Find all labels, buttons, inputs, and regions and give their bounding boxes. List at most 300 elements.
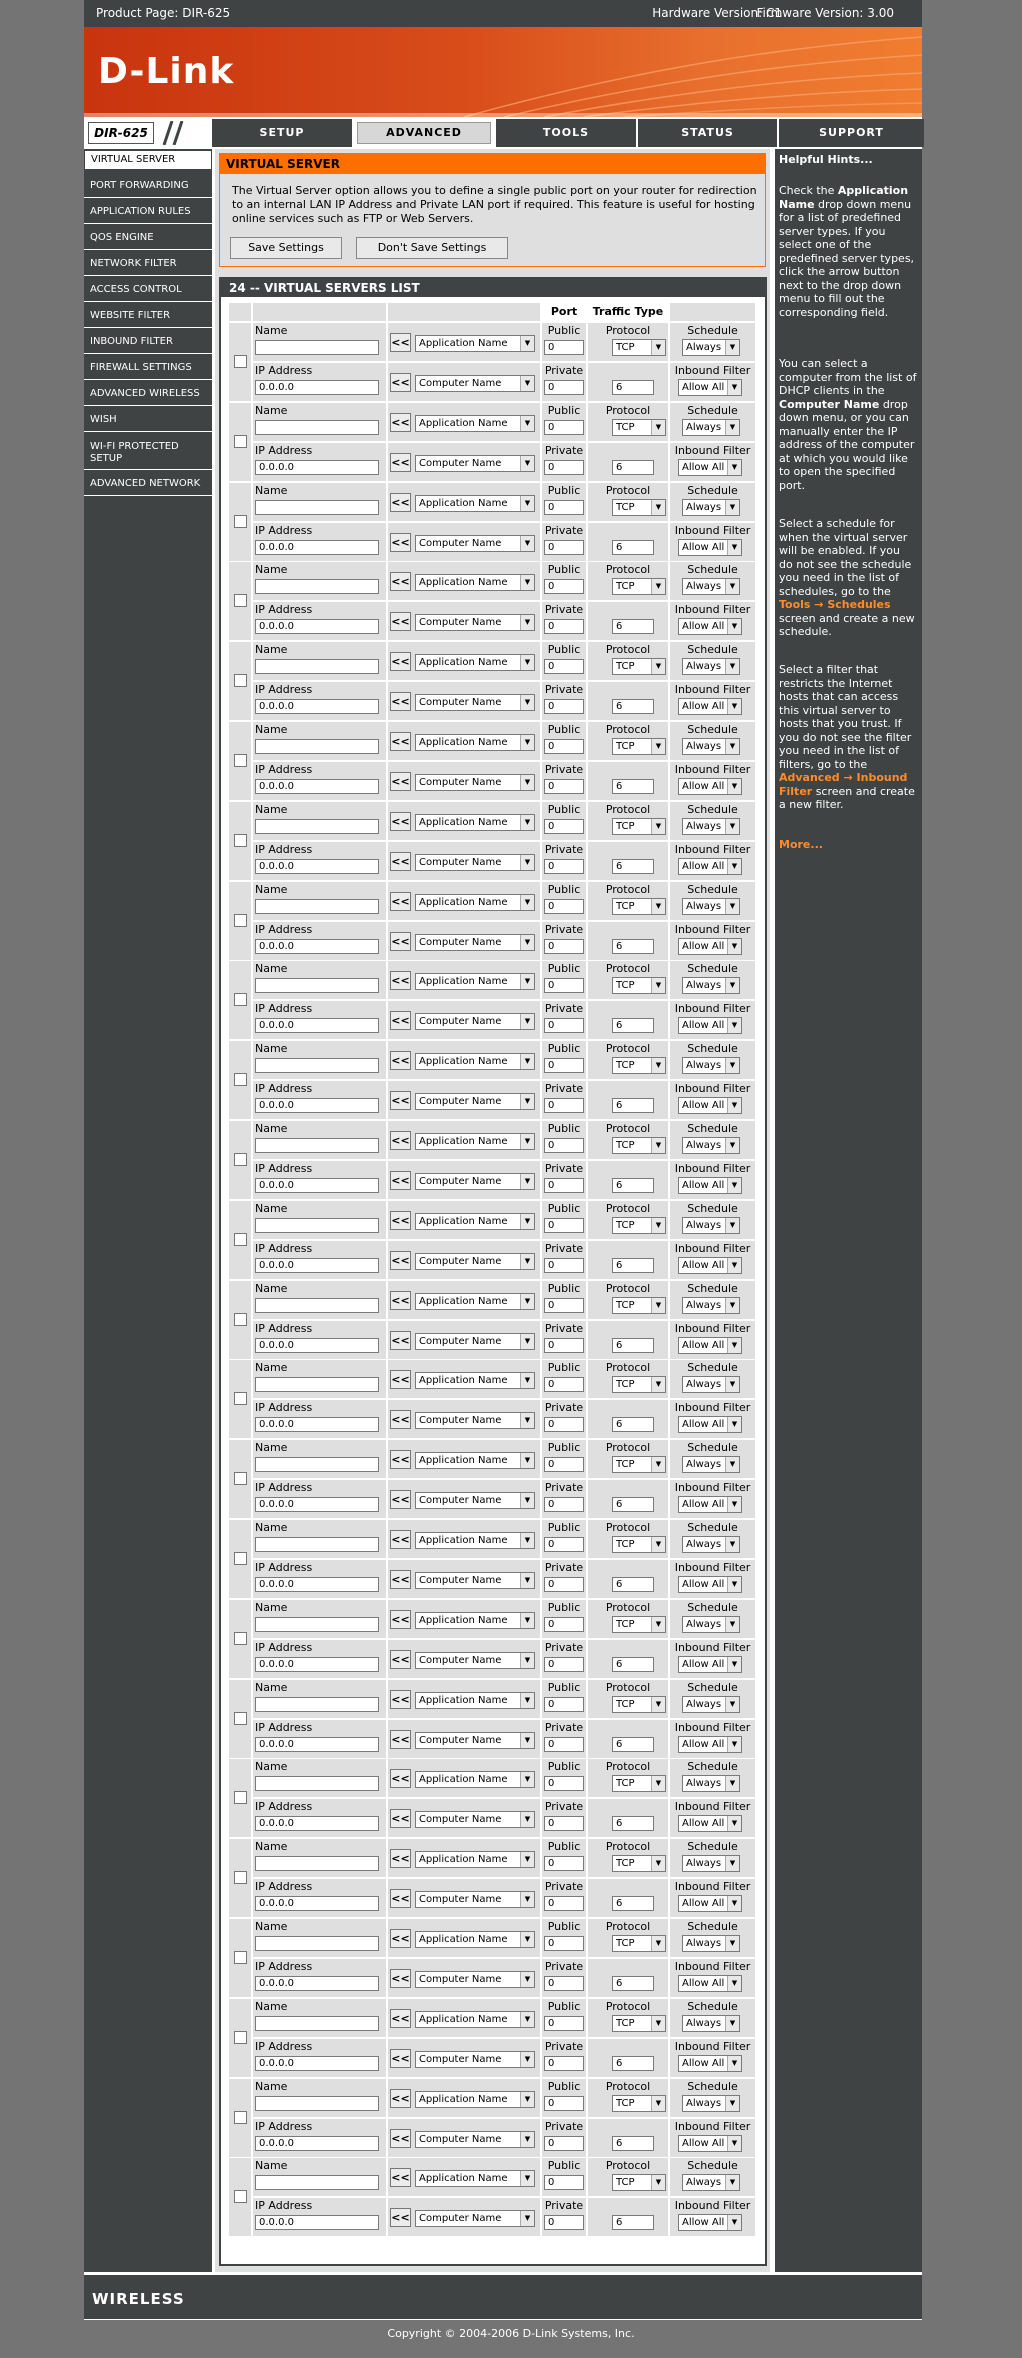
name-input[interactable] [255,739,379,754]
protocol-select[interactable]: TCP ▼ [612,578,666,595]
ip-address-input[interactable]: 0.0.0.0 [255,2136,379,2151]
protocol-select[interactable]: TCP ▼ [612,898,666,915]
computer-fill-arrow-button[interactable]: << [390,1011,411,1030]
row-enable-checkbox[interactable] [234,1073,247,1086]
row-enable-checkbox[interactable] [234,2031,247,2044]
computer-name-select[interactable]: Computer Name ▼ [415,1412,535,1429]
inbound-filter-select[interactable]: Allow All ▼ [678,1815,742,1832]
schedule-select[interactable]: Always ▼ [682,1137,740,1154]
inbound-filter-select[interactable]: Allow All ▼ [678,1895,742,1912]
protocol-select[interactable]: TCP ▼ [612,2174,666,2191]
private-port-input[interactable]: 0 [544,1896,584,1911]
ip-address-input[interactable]: 0.0.0.0 [255,859,379,874]
tab-advanced[interactable] [352,119,494,147]
schedule-select[interactable]: Always ▼ [682,1376,740,1393]
name-input[interactable] [255,1856,379,1871]
row-enable-checkbox[interactable] [234,1392,247,1405]
public-port-input[interactable]: 0 [544,1218,584,1233]
application-name-select[interactable]: Application Name ▼ [415,1532,535,1549]
name-input[interactable] [255,2016,379,2031]
app-fill-arrow-button[interactable]: << [390,493,411,512]
computer-fill-arrow-button[interactable]: << [390,852,411,871]
schedule-select[interactable]: Always ▼ [682,1696,740,1713]
protocol-select[interactable]: TCP ▼ [612,2095,666,2112]
protocol-number-input[interactable]: 6 [612,1896,654,1911]
ip-address-input[interactable]: 0.0.0.0 [255,1657,379,1672]
row-enable-checkbox[interactable] [234,834,247,847]
inbound-filter-select[interactable]: Allow All ▼ [678,1097,742,1114]
ip-address-input[interactable]: 0.0.0.0 [255,380,379,395]
computer-fill-arrow-button[interactable]: << [390,1171,411,1190]
protocol-select[interactable]: TCP ▼ [612,1137,666,1154]
protocol-number-input[interactable]: 6 [612,1178,654,1193]
inbound-filter-select[interactable]: Allow All ▼ [678,1257,742,1274]
computer-fill-arrow-button[interactable]: << [390,1730,411,1749]
protocol-select[interactable]: TCP ▼ [612,1217,666,1234]
row-enable-checkbox[interactable] [234,1313,247,1326]
computer-fill-arrow-button[interactable]: << [390,533,411,552]
app-fill-arrow-button[interactable]: << [390,2089,411,2108]
inbound-filter-select[interactable]: Allow All ▼ [678,1177,742,1194]
private-port-input[interactable]: 0 [544,1258,584,1273]
ip-address-input[interactable]: 0.0.0.0 [255,1258,379,1273]
inbound-filter-select[interactable]: Allow All ▼ [678,2135,742,2152]
schedule-select[interactable]: Always ▼ [682,1536,740,1553]
inbound-filter-select[interactable]: Allow All ▼ [678,1656,742,1673]
application-name-select[interactable]: Application Name ▼ [415,495,535,512]
inbound-filter-select[interactable]: Allow All ▼ [678,1496,742,1513]
inbound-filter-select[interactable]: Allow All ▼ [678,938,742,955]
menu-network-filter[interactable]: NETWORK FILTER [84,254,212,276]
name-input[interactable] [255,340,379,355]
private-port-input[interactable]: 0 [544,1737,584,1752]
ip-address-input[interactable]: 0.0.0.0 [255,460,379,475]
name-input[interactable] [255,899,379,914]
computer-name-select[interactable]: Computer Name ▼ [415,774,535,791]
computer-name-select[interactable]: Computer Name ▼ [415,694,535,711]
protocol-select[interactable]: TCP ▼ [612,339,666,356]
schedule-select[interactable]: Always ▼ [682,419,740,436]
computer-fill-arrow-button[interactable]: << [390,1809,411,1828]
computer-fill-arrow-button[interactable]: << [390,1570,411,1589]
application-name-select[interactable]: Application Name ▼ [415,1771,535,1788]
protocol-number-input[interactable]: 6 [612,1577,654,1592]
protocol-number-input[interactable]: 6 [612,1497,654,1512]
ip-address-input[interactable]: 0.0.0.0 [255,1497,379,1512]
private-port-input[interactable]: 0 [544,699,584,714]
tab-setup[interactable]: SETUP [210,119,352,147]
schedule-select[interactable]: Always ▼ [682,1616,740,1633]
public-port-input[interactable]: 0 [544,2016,584,2031]
computer-name-select[interactable]: Computer Name ▼ [415,1492,535,1509]
public-port-input[interactable]: 0 [544,899,584,914]
ip-address-input[interactable]: 0.0.0.0 [255,1816,379,1831]
menu-firewall-settings[interactable]: FIREWALL SETTINGS [84,358,212,380]
application-name-select[interactable]: Application Name ▼ [415,734,535,751]
public-port-input[interactable]: 0 [544,819,584,834]
schedule-select[interactable]: Always ▼ [682,1297,740,1314]
private-port-input[interactable]: 0 [544,1577,584,1592]
computer-fill-arrow-button[interactable]: << [390,1331,411,1350]
advanced-inbound-filter-link[interactable]: Advanced → Inbound Filter [779,771,908,798]
computer-name-select[interactable]: Computer Name ▼ [415,1013,535,1030]
menu-virtual-server[interactable]: VIRTUAL SERVER [84,150,212,170]
row-enable-checkbox[interactable] [234,1552,247,1565]
row-enable-checkbox[interactable] [234,674,247,687]
computer-fill-arrow-button[interactable]: << [390,1410,411,1429]
private-port-input[interactable]: 0 [544,859,584,874]
protocol-select[interactable]: TCP ▼ [612,658,666,675]
computer-name-select[interactable]: Computer Name ▼ [415,455,535,472]
application-name-select[interactable]: Application Name ▼ [415,973,535,990]
ip-address-input[interactable]: 0.0.0.0 [255,1338,379,1353]
row-enable-checkbox[interactable] [234,1632,247,1645]
computer-name-select[interactable]: Computer Name ▼ [415,1173,535,1190]
computer-fill-arrow-button[interactable]: << [390,932,411,951]
schedule-select[interactable]: Always ▼ [682,2015,740,2032]
app-fill-arrow-button[interactable]: << [390,652,411,671]
inbound-filter-select[interactable]: Allow All ▼ [678,2055,742,2072]
protocol-select[interactable]: TCP ▼ [612,1297,666,1314]
name-input[interactable] [255,1058,379,1073]
private-port-input[interactable]: 0 [544,1178,584,1193]
computer-fill-arrow-button[interactable]: << [390,1490,411,1509]
application-name-select[interactable]: Application Name ▼ [415,1133,535,1150]
application-name-select[interactable]: Application Name ▼ [415,335,535,352]
schedule-select[interactable]: Always ▼ [682,1217,740,1234]
protocol-number-input[interactable]: 6 [612,1018,654,1033]
name-input[interactable] [255,420,379,435]
name-input[interactable] [255,978,379,993]
name-input[interactable] [255,1138,379,1153]
menu-port-forwarding[interactable]: PORT FORWARDING [84,176,212,198]
protocol-select[interactable]: TCP ▼ [612,2015,666,2032]
public-port-input[interactable]: 0 [544,659,584,674]
computer-fill-arrow-button[interactable]: << [390,772,411,791]
computer-fill-arrow-button[interactable]: << [390,453,411,472]
protocol-select[interactable]: TCP ▼ [612,1935,666,1952]
protocol-number-input[interactable]: 6 [612,619,654,634]
row-enable-checkbox[interactable] [234,1153,247,1166]
protocol-number-input[interactable]: 6 [612,1258,654,1273]
protocol-number-input[interactable]: 6 [612,1737,654,1752]
protocol-number-input[interactable]: 6 [612,859,654,874]
computer-name-select[interactable]: Computer Name ▼ [415,1732,535,1749]
schedule-select[interactable]: Always ▼ [682,339,740,356]
app-fill-arrow-button[interactable]: << [390,812,411,831]
computer-name-select[interactable]: Computer Name ▼ [415,2051,535,2068]
inbound-filter-select[interactable]: Allow All ▼ [678,1017,742,1034]
name-input[interactable] [255,1298,379,1313]
app-fill-arrow-button[interactable]: << [390,892,411,911]
schedule-select[interactable]: Always ▼ [682,2095,740,2112]
app-fill-arrow-button[interactable]: << [390,1370,411,1389]
menu-website-filter[interactable]: WEBSITE FILTER [84,306,212,328]
protocol-select[interactable]: TCP ▼ [612,1855,666,1872]
public-port-input[interactable]: 0 [544,1617,584,1632]
computer-name-select[interactable]: Computer Name ▼ [415,614,535,631]
menu-advanced-wireless[interactable]: ADVANCED WIRELESS [84,384,212,406]
computer-name-select[interactable]: Computer Name ▼ [415,1652,535,1669]
app-fill-arrow-button[interactable]: << [390,333,411,352]
application-name-select[interactable]: Application Name ▼ [415,1293,535,1310]
computer-fill-arrow-button[interactable]: << [390,1969,411,1988]
application-name-select[interactable]: Application Name ▼ [415,415,535,432]
application-name-select[interactable]: Application Name ▼ [415,2091,535,2108]
inbound-filter-select[interactable]: Allow All ▼ [678,459,742,476]
public-port-input[interactable]: 0 [544,1298,584,1313]
name-input[interactable] [255,1697,379,1712]
schedule-select[interactable]: Always ▼ [682,1775,740,1792]
protocol-number-input[interactable]: 6 [612,1098,654,1113]
public-port-input[interactable]: 0 [544,1058,584,1073]
menu-access-control[interactable]: ACCESS CONTROL [84,280,212,302]
protocol-number-input[interactable]: 6 [612,460,654,475]
private-port-input[interactable]: 0 [544,1497,584,1512]
computer-fill-arrow-button[interactable]: << [390,373,411,392]
private-port-input[interactable]: 0 [544,380,584,395]
private-port-input[interactable]: 0 [544,1338,584,1353]
row-enable-checkbox[interactable] [234,515,247,528]
protocol-number-input[interactable]: 6 [612,1417,654,1432]
inbound-filter-select[interactable]: Allow All ▼ [678,618,742,635]
private-port-input[interactable]: 0 [544,939,584,954]
computer-name-select[interactable]: Computer Name ▼ [415,1333,535,1350]
row-enable-checkbox[interactable] [234,594,247,607]
ip-address-input[interactable]: 0.0.0.0 [255,1417,379,1432]
protocol-number-input[interactable]: 6 [612,1976,654,1991]
schedule-select[interactable]: Always ▼ [682,499,740,516]
protocol-select[interactable]: TCP ▼ [612,1057,666,1074]
private-port-input[interactable]: 0 [544,460,584,475]
schedule-select[interactable]: Always ▼ [682,1456,740,1473]
dont-save-settings-button[interactable]: Don't Save Settings [356,237,508,259]
protocol-number-input[interactable]: 6 [612,540,654,555]
row-enable-checkbox[interactable] [234,1712,247,1725]
app-fill-arrow-button[interactable]: << [390,971,411,990]
more-link[interactable]: More... [779,838,823,851]
tools-schedules-link[interactable]: Tools → Schedules [779,598,891,611]
protocol-number-input[interactable]: 6 [612,2136,654,2151]
protocol-number-input[interactable]: 6 [612,1657,654,1672]
computer-fill-arrow-button[interactable]: << [390,2208,411,2227]
name-input[interactable] [255,1457,379,1472]
private-port-input[interactable]: 0 [544,1657,584,1672]
tab-support[interactable]: SUPPORT [777,119,924,147]
menu-wish[interactable]: WISH [84,410,212,432]
application-name-select[interactable]: Application Name ▼ [415,1213,535,1230]
app-fill-arrow-button[interactable]: << [390,732,411,751]
name-input[interactable] [255,659,379,674]
app-fill-arrow-button[interactable]: << [390,1530,411,1549]
public-port-input[interactable]: 0 [544,1936,584,1951]
public-port-input[interactable]: 0 [544,978,584,993]
menu-qos-engine[interactable]: QOS ENGINE [84,228,212,250]
public-port-input[interactable]: 0 [544,2175,584,2190]
protocol-select[interactable]: TCP ▼ [612,1775,666,1792]
computer-name-select[interactable]: Computer Name ▼ [415,375,535,392]
private-port-input[interactable]: 0 [544,2215,584,2230]
ip-address-input[interactable]: 0.0.0.0 [255,1896,379,1911]
ip-address-input[interactable]: 0.0.0.0 [255,2056,379,2071]
inbound-filter-select[interactable]: Allow All ▼ [678,539,742,556]
protocol-select[interactable]: TCP ▼ [612,1696,666,1713]
application-name-select[interactable]: Application Name ▼ [415,1692,535,1709]
private-port-input[interactable]: 0 [544,1098,584,1113]
app-fill-arrow-button[interactable]: << [390,1051,411,1070]
protocol-number-input[interactable]: 6 [612,939,654,954]
public-port-input[interactable]: 0 [544,1377,584,1392]
row-enable-checkbox[interactable] [234,993,247,1006]
schedule-select[interactable]: Always ▼ [682,818,740,835]
app-fill-arrow-button[interactable]: << [390,572,411,591]
application-name-select[interactable]: Application Name ▼ [415,1372,535,1389]
app-fill-arrow-button[interactable]: << [390,1690,411,1709]
save-settings-button[interactable]: Save Settings [230,237,342,259]
application-name-select[interactable]: Application Name ▼ [415,1931,535,1948]
app-fill-arrow-button[interactable]: << [390,413,411,432]
ip-address-input[interactable]: 0.0.0.0 [255,1178,379,1193]
row-enable-checkbox[interactable] [234,1791,247,1804]
computer-fill-arrow-button[interactable]: << [390,692,411,711]
application-name-select[interactable]: Application Name ▼ [415,814,535,831]
schedule-select[interactable]: Always ▼ [682,1057,740,1074]
public-port-input[interactable]: 0 [544,2096,584,2111]
protocol-number-input[interactable]: 6 [612,1816,654,1831]
inbound-filter-select[interactable]: Allow All ▼ [678,1337,742,1354]
computer-fill-arrow-button[interactable]: << [390,612,411,631]
row-enable-checkbox[interactable] [234,1472,247,1485]
app-fill-arrow-button[interactable]: << [390,1450,411,1469]
public-port-input[interactable]: 0 [544,420,584,435]
app-fill-arrow-button[interactable]: << [390,2009,411,2028]
ip-address-input[interactable]: 0.0.0.0 [255,2215,379,2230]
schedule-select[interactable]: Always ▼ [682,658,740,675]
computer-name-select[interactable]: Computer Name ▼ [415,934,535,951]
schedule-select[interactable]: Always ▼ [682,1935,740,1952]
public-port-input[interactable]: 0 [544,579,584,594]
protocol-number-input[interactable]: 6 [612,779,654,794]
row-enable-checkbox[interactable] [234,435,247,448]
computer-fill-arrow-button[interactable]: << [390,1889,411,1908]
protocol-number-input[interactable]: 6 [612,2215,654,2230]
ip-address-input[interactable]: 0.0.0.0 [255,540,379,555]
row-enable-checkbox[interactable] [234,1233,247,1246]
private-port-input[interactable]: 0 [544,540,584,555]
row-enable-checkbox[interactable] [234,1871,247,1884]
menu-inbound-filter[interactable]: INBOUND FILTER [84,332,212,354]
tab-tools[interactable]: TOOLS [494,119,636,147]
computer-name-select[interactable]: Computer Name ▼ [415,1253,535,1270]
app-fill-arrow-button[interactable]: << [390,1769,411,1788]
row-enable-checkbox[interactable] [234,2111,247,2124]
protocol-select[interactable]: TCP ▼ [612,1616,666,1633]
inbound-filter-select[interactable]: Allow All ▼ [678,1975,742,1992]
protocol-number-input[interactable]: 6 [612,380,654,395]
public-port-input[interactable]: 0 [544,1856,584,1871]
schedule-select[interactable]: Always ▼ [682,977,740,994]
protocol-number-input[interactable]: 6 [612,699,654,714]
schedule-select[interactable]: Always ▼ [682,2174,740,2191]
public-port-input[interactable]: 0 [544,340,584,355]
inbound-filter-select[interactable]: Allow All ▼ [678,1576,742,1593]
protocol-select[interactable]: TCP ▼ [612,977,666,994]
app-fill-arrow-button[interactable]: << [390,1131,411,1150]
inbound-filter-select[interactable]: Allow All ▼ [678,778,742,795]
row-enable-checkbox[interactable] [234,355,247,368]
private-port-input[interactable]: 0 [544,1417,584,1432]
name-input[interactable] [255,1776,379,1791]
application-name-select[interactable]: Application Name ▼ [415,1851,535,1868]
inbound-filter-select[interactable]: Allow All ▼ [678,858,742,875]
computer-fill-arrow-button[interactable]: << [390,1091,411,1110]
name-input[interactable] [255,819,379,834]
private-port-input[interactable]: 0 [544,619,584,634]
ip-address-input[interactable]: 0.0.0.0 [255,1577,379,1592]
application-name-select[interactable]: Application Name ▼ [415,2170,535,2187]
inbound-filter-select[interactable]: Allow All ▼ [678,379,742,396]
private-port-input[interactable]: 0 [544,1018,584,1033]
row-enable-checkbox[interactable] [234,1951,247,1964]
application-name-select[interactable]: Application Name ▼ [415,1452,535,1469]
protocol-select[interactable]: TCP ▼ [612,419,666,436]
inbound-filter-select[interactable]: Allow All ▼ [678,1736,742,1753]
application-name-select[interactable]: Application Name ▼ [415,1612,535,1629]
name-input[interactable] [255,1218,379,1233]
menu-application-rules[interactable]: APPLICATION RULES [84,202,212,224]
row-enable-checkbox[interactable] [234,754,247,767]
computer-name-select[interactable]: Computer Name ▼ [415,1572,535,1589]
public-port-input[interactable]: 0 [544,1138,584,1153]
application-name-select[interactable]: Application Name ▼ [415,654,535,671]
computer-name-select[interactable]: Computer Name ▼ [415,1093,535,1110]
ip-address-input[interactable]: 0.0.0.0 [255,1976,379,1991]
app-fill-arrow-button[interactable]: << [390,1610,411,1629]
schedule-select[interactable]: Always ▼ [682,1855,740,1872]
ip-address-input[interactable]: 0.0.0.0 [255,779,379,794]
name-input[interactable] [255,1537,379,1552]
public-port-input[interactable]: 0 [544,500,584,515]
computer-name-select[interactable]: Computer Name ▼ [415,1971,535,1988]
protocol-select[interactable]: TCP ▼ [612,1456,666,1473]
name-input[interactable] [255,2096,379,2111]
tab-status[interactable]: STATUS [636,119,777,147]
ip-address-input[interactable]: 0.0.0.0 [255,939,379,954]
ip-address-input[interactable]: 0.0.0.0 [255,619,379,634]
computer-fill-arrow-button[interactable]: << [390,2049,411,2068]
public-port-input[interactable]: 0 [544,1697,584,1712]
protocol-select[interactable]: TCP ▼ [612,1376,666,1393]
name-input[interactable] [255,500,379,515]
application-name-select[interactable]: Application Name ▼ [415,894,535,911]
row-enable-checkbox[interactable] [234,914,247,927]
computer-name-select[interactable]: Computer Name ▼ [415,854,535,871]
computer-name-select[interactable]: Computer Name ▼ [415,535,535,552]
app-fill-arrow-button[interactable]: << [390,1211,411,1230]
private-port-input[interactable]: 0 [544,779,584,794]
menu-wifi-protected-setup[interactable]: WI-FI PROTECTED SETUP [84,436,212,470]
inbound-filter-select[interactable]: Allow All ▼ [678,1416,742,1433]
ip-address-input[interactable]: 0.0.0.0 [255,1737,379,1752]
public-port-input[interactable]: 0 [544,1776,584,1791]
application-name-select[interactable]: Application Name ▼ [415,1053,535,1070]
name-input[interactable] [255,1377,379,1392]
schedule-select[interactable]: Always ▼ [682,738,740,755]
schedule-select[interactable]: Always ▼ [682,578,740,595]
public-port-input[interactable]: 0 [544,1457,584,1472]
protocol-select[interactable]: TCP ▼ [612,499,666,516]
ip-address-input[interactable]: 0.0.0.0 [255,1018,379,1033]
